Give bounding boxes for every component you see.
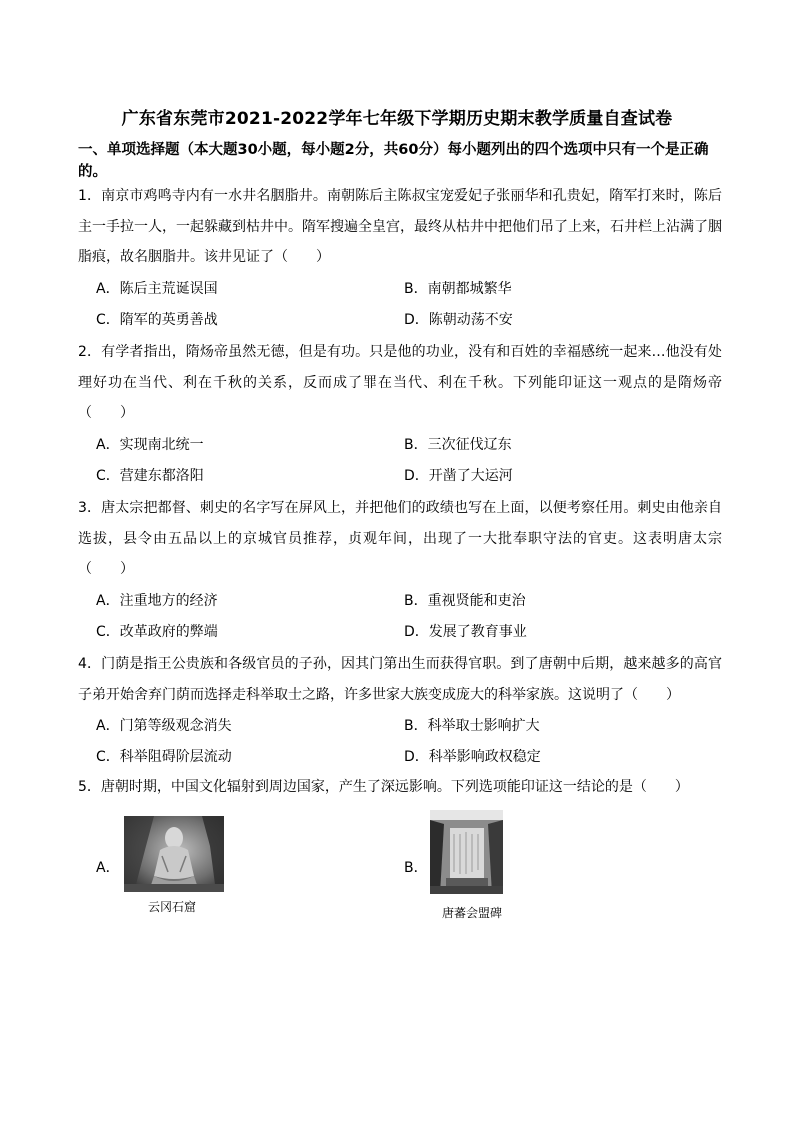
question-4-text: 4．门荫是指王公贵族和各级官员的子孙，因其门第出生而获得官职。到了唐朝中后期，越来越多的高官子弟开始舍弃门荫而选择走科举取士之路，许多世家大族变成庞大的科举家族。这说明了（ ） <box>78 656 722 703</box>
yungang-grottoes-image <box>124 816 224 892</box>
question-5-text: 5．唐朝时期，中国文化辐射到周边国家，产生了深远影响。下列选项能印证这一结论的是（ ） <box>78 779 689 795</box>
q2-option-c: C．营建东都洛阳 <box>96 468 204 484</box>
section-heading: 一、单项选择题（本大题30小题，每小题2分，共60分）每小题列出的四个选项中只有一个是正确的。 <box>78 142 709 180</box>
q4-option-c: C．科举阻碍阶层流动 <box>96 749 232 765</box>
q5-option-b: B． <box>404 860 428 876</box>
q2-option-a: A．实现南北统一 <box>96 437 204 453</box>
q4-option-b: B．科举取士影响扩大 <box>404 718 540 734</box>
q5-option-a: A． <box>96 860 120 876</box>
q1-option-d: D．陈朝动荡不安 <box>404 312 513 328</box>
q3-option-b: B．重视贤能和吏治 <box>404 593 526 609</box>
caption-tang-tibet-stele: 唐蕃会盟碑 <box>442 906 503 920</box>
question-2-text: 2．有学者指出，隋炀帝虽然无德，但是有功。只是他的功业，没有和百姓的幸福感统一起来…他没有处理好功在当代、利在千秋的关系，反而成了罪在当代、利在千秋。下列能印证这一观点的是隋炀帝（ ） <box>78 344 722 421</box>
q3-option-c: C．改革政府的弊端 <box>96 624 218 640</box>
q4-option-a: A．门第等级观念消失 <box>96 718 232 734</box>
q1-option-c: C．隋军的英勇善战 <box>96 312 218 328</box>
q2-option-d: D．开凿了大运河 <box>404 468 513 484</box>
question-3-text: 3．唐太宗把都督、刺史的名字写在屏风上，并把他们的政绩也写在上面，以便考察任用。刺史由他亲自选拔，县令由五品以上的京城官员推荐，贞观年间，出现了一大批奉职守法的官吏。这表明唐太宗（ ） <box>78 500 722 577</box>
q3-option-a: A．注重地方的经济 <box>96 593 218 609</box>
q4-option-d: D．科举影响政权稳定 <box>404 749 541 765</box>
q1-option-b: B．南朝都城繁华 <box>404 281 512 297</box>
q1-option-a: A．陈后主荒诞误国 <box>96 281 218 297</box>
caption-yungang-grottoes: 云冈石窟 <box>148 900 197 914</box>
tang-tibet-stele-image <box>430 810 503 894</box>
q3-option-d: D．发展了教育事业 <box>404 624 527 640</box>
exam-title: 广东省东莞市2021-2022学年七年级下学期历史期末教学质量自查试卷 <box>121 109 673 129</box>
question-1-text: 1．南京市鸡鸣寺内有一水井名胭脂井。南朝陈后主陈叔宝宠爱妃子张丽华和孔贵妃，隋军打来时，陈后主一手拉一人，一起躲藏到枯井中。隋军搜遍全皇宫，最终从枯井中把他们吊了上来，石井栏上沾满了胭脂痕，故名胭脂井。该井见证了（ ） <box>78 188 722 265</box>
q2-option-b: B．三次征伐辽东 <box>404 437 512 453</box>
